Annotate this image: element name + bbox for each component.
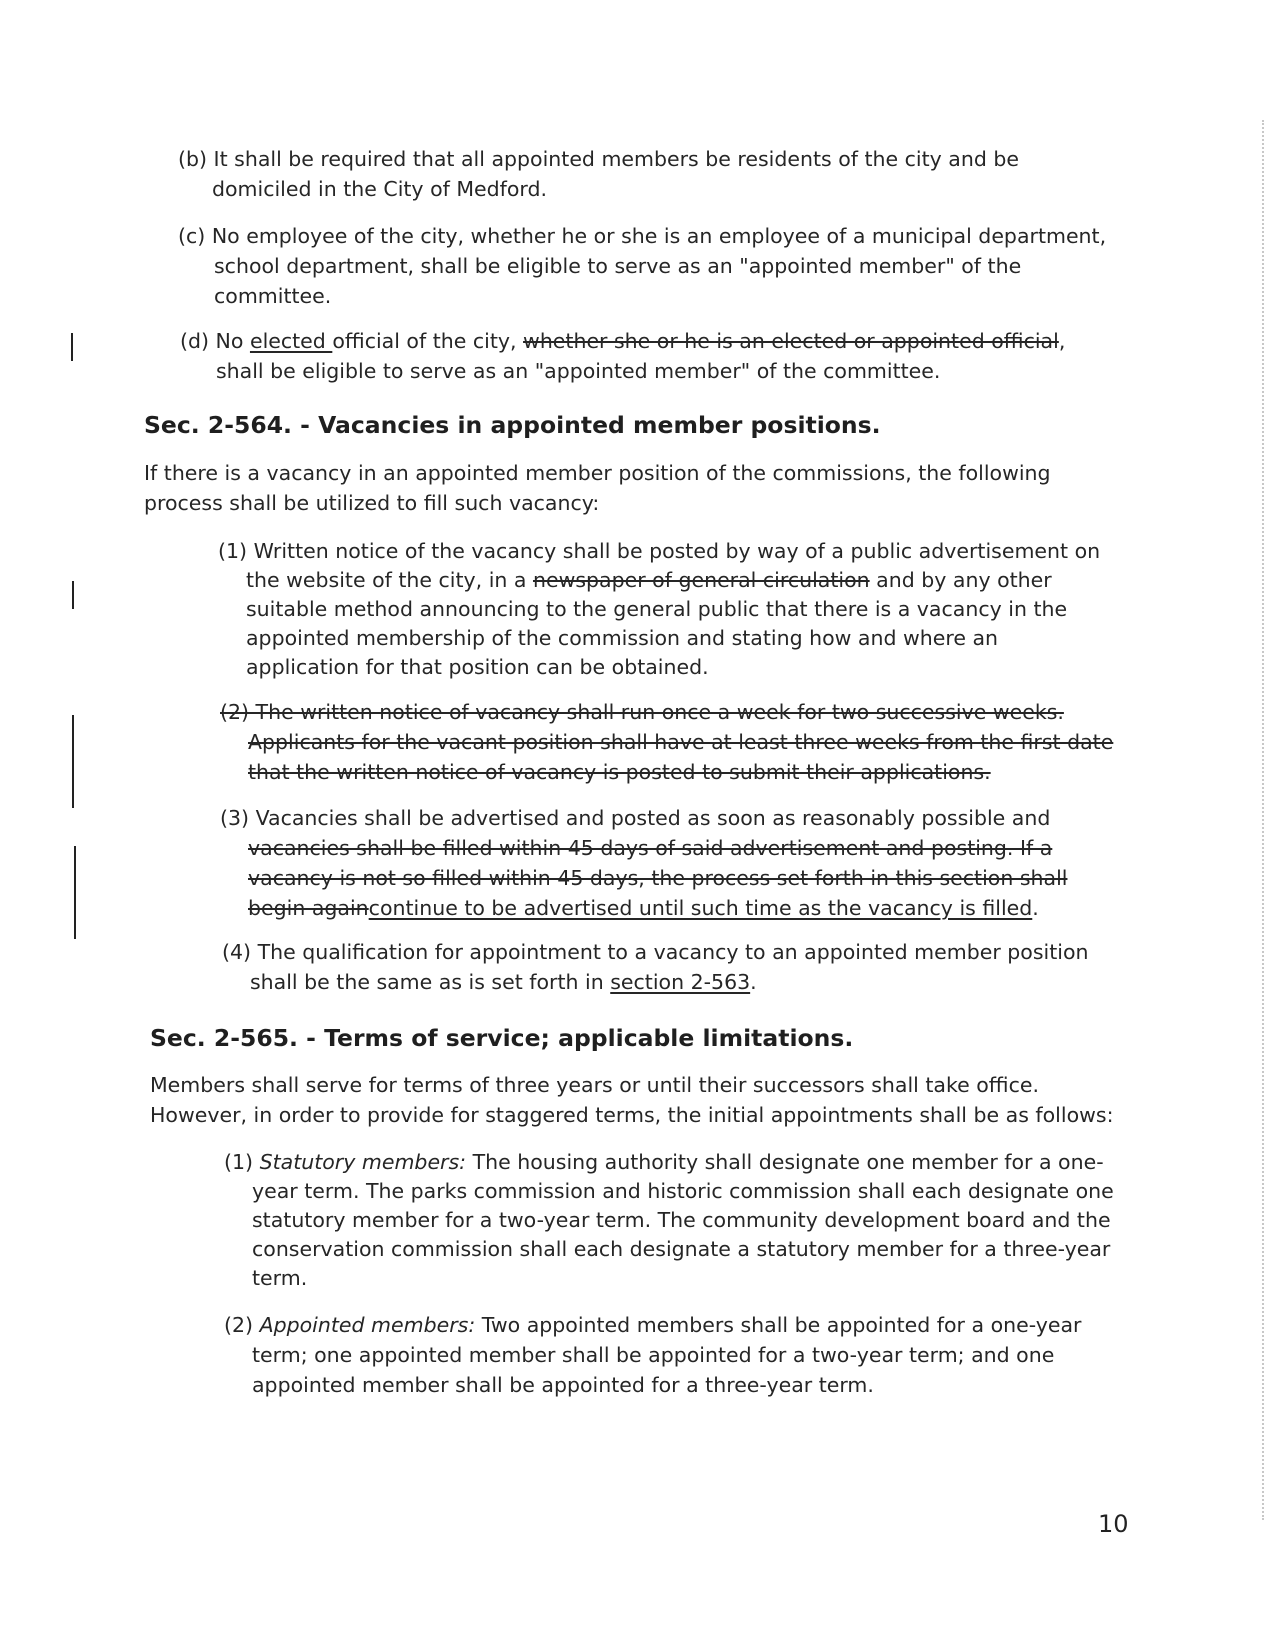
sec564-item3-line1: (3) Vacancies shall be advertised and posted as soon as reasonably possible and [220, 806, 1051, 830]
section-heading-2-564: Sec. 2-564. - Vacancies in appointed member positions. [144, 411, 881, 439]
sec564-item1-line5: application for that position can be obtained. [246, 655, 709, 679]
sec565-item2-line3: appointed member shall be appointed for a three-year term. [252, 1373, 874, 1397]
sec564-item3 [220, 803, 1067, 923]
deleted-text: vacancies shall be filled within 45 days of said advertisement and posting. If a [248, 836, 1053, 860]
item-b-label: (b) [178, 147, 208, 171]
sec564-item1-line4: appointed membership of the commission and stating how and where an [246, 626, 999, 650]
sec565-item1-line2: year term. The parks commission and historic commission shall each designate one [252, 1179, 1114, 1203]
item-c-line2: school department, shall be eligible to serve as an "appointed member" of the [214, 254, 1022, 278]
item-b [178, 144, 1019, 204]
item-d-line2: shall be eligible to serve as an "appointed member" of the committee. [216, 359, 941, 383]
section-heading-2-565: Sec. 2-565. - Terms of service; applicable limitations. [150, 1024, 854, 1052]
sec565-intro [150, 1070, 1113, 1130]
sec565-item2-line1: (2) Appointed members: Two appointed members shall be appointed for a one-year [224, 1313, 1082, 1337]
sec565-item2-line2: term; one appointed member shall be appointed for a two-year term; and one [252, 1343, 1055, 1367]
item-c-line1: (c) No employee of the city, whether he or she is an employee of a municipal department, [178, 224, 1107, 248]
deleted-text: newspaper of general circulation [532, 568, 870, 592]
section-reference: section 2-563 [610, 970, 751, 994]
deleted-text: vacancy is not so filled within 45 days, the process set forth in this section shall [248, 866, 1068, 890]
sec565-item1-line1: (1) Statutory members: The housing authority shall designate one member for a one- [224, 1150, 1104, 1174]
sec564-item4-line2: shall be the same as is set forth in section 2-563. [250, 970, 757, 994]
deleted-text: that the written notice of vacancy is posted to submit their applications. [248, 760, 991, 784]
change-bar [72, 581, 74, 609]
item-d-line1: (d) No elected official of the city, whether she or he is an elected or appointed official, [180, 329, 1066, 353]
sec564-item1 [218, 537, 1100, 682]
item-b-line2: domiciled in the City of Medford. [212, 177, 548, 201]
item-d-label: (d) [180, 329, 210, 353]
scan-edge-marks [1262, 120, 1264, 1520]
sec564-item4 [222, 937, 1089, 997]
sec565-item2 [224, 1310, 1082, 1400]
item-b-line1: (b) It shall be required that all appointed members be residents of the city and be [178, 147, 1020, 171]
sec565-intro-line2: However, in order to provide for staggered terms, the initial appointments shall be as follows: [150, 1103, 1114, 1127]
change-bar [72, 715, 74, 808]
sec564-item3-line3 [220, 863, 1067, 893]
deleted-text: whether she or he is an elected or appointed official [523, 329, 1059, 353]
term-appointed-members: Appointed members: [259, 1313, 476, 1337]
deleted-text: Applicants for the vacant position shall have at least three weeks from the first date [248, 730, 1114, 754]
deleted-text: begin again [248, 896, 369, 920]
sec565-item1-line3: statutory member for a two-year term. The community development board and the [252, 1208, 1111, 1232]
inserted-text: continue to be advertised until such time as the vacancy is filled [368, 896, 1033, 920]
inserted-text: elected [249, 329, 333, 353]
sec564-item2-line1 [220, 697, 1113, 727]
item-d [180, 326, 1065, 386]
sec564-item2-line3 [220, 757, 1113, 787]
sec564-item4-line1: (4) The qualification for appointment to a vacancy to an appointed member position [222, 940, 1089, 964]
sec564-item3-line2 [220, 833, 1067, 863]
item-c [178, 221, 1106, 311]
sec565-item1-line4: conservation commission shall each designate a statutory member for a three-year [252, 1237, 1111, 1261]
sec565-intro-line1: Members shall serve for terms of three years or until their successors shall take office. [150, 1073, 1040, 1097]
sec565-item1-line5: term. [252, 1266, 308, 1290]
sec564-item2-line2 [220, 727, 1113, 757]
sec564-item1-line3: suitable method announcing to the general public that there is a vacancy in the [246, 597, 1068, 621]
change-bar [74, 846, 76, 939]
sec565-item1 [224, 1148, 1114, 1293]
page-number: 10 [1098, 1510, 1129, 1538]
sec564-item3-line4: begin againcontinue to be advertised until such time as the vacancy is filled. [248, 896, 1039, 920]
sec564-intro-line2: process shall be utilized to fill such vacancy: [144, 491, 600, 515]
sec564-item1-line2: the website of the city, in a newspaper of general circulation and by any other [246, 568, 1052, 592]
item-c-label: (c) [178, 224, 206, 248]
deleted-text: (2) The written notice of vacancy shall run once a week for two successive weeks. [220, 700, 1064, 724]
sec564-item1-line1: (1) Written notice of the vacancy shall be posted by way of a public advertisement on [218, 539, 1101, 563]
term-statutory-members: Statutory members: [259, 1150, 467, 1174]
change-bar [71, 333, 73, 361]
sec564-item2 [220, 697, 1113, 787]
sec564-intro-line1: If there is a vacancy in an appointed member position of the commissions, the following [144, 461, 1051, 485]
item-c-line3: committee. [214, 284, 332, 308]
sec564-intro [144, 458, 1051, 518]
